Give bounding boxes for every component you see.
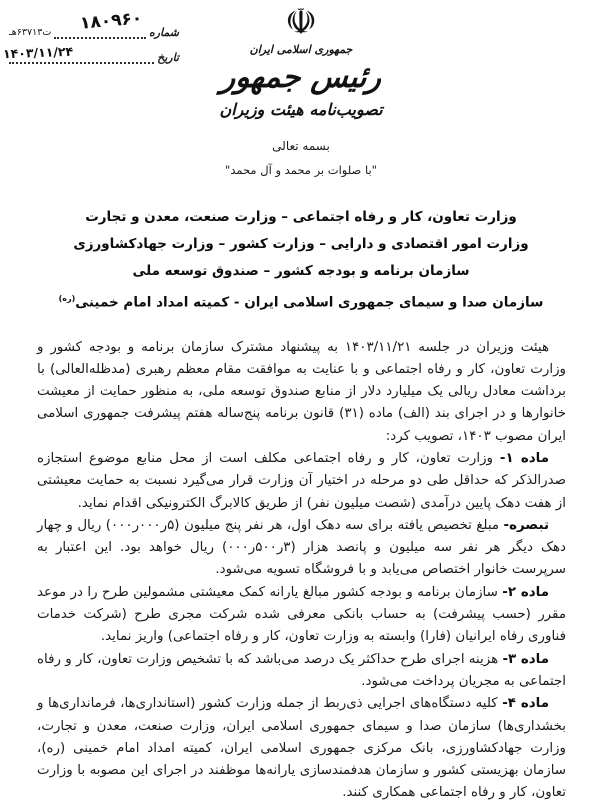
number-line	[9, 8, 179, 39]
besmele-text: بسمه تعالی	[272, 139, 330, 153]
salawat-text: "با صلوات بر محمد و آل محمد"	[225, 163, 377, 177]
article-paragraph	[37, 582, 566, 649]
article-label: ماده ۱-	[499, 450, 549, 466]
document-type-title: تصویب‌نامه هیئت وزیران	[219, 100, 383, 119]
addressee-line: سازمان برنامه و بودجه کشور – صندوق توسعه ملی	[132, 263, 470, 279]
article-paragraph	[37, 649, 566, 694]
article-paragraph	[37, 448, 566, 515]
addressee-line: وزارت تعاون، کار و رفاه اجتماعی – وزارت صنعت، معدن و تجارت	[85, 209, 517, 225]
handwritten-number: ۱۸۰۹۶۰	[78, 8, 143, 34]
addressee-line	[1, 285, 601, 317]
article-paragraph	[37, 693, 566, 804]
number-label: شماره	[148, 26, 179, 39]
article-text: سازمان برنامه و بودجه کشور مبالغ یارانه کمک معیشتی مشمولین طرح را در موعد مقرر (حسب پیشرفت) به حساب بانکی معرفی شده شرکت مجری طرح (شرکت خدمات فناوری رفاه ایرانیان (فارا) وابسته به وزارت تعاون، کار و رفاه اجتماعی) واریز نماید.	[37, 584, 566, 645]
article-text: هزینه اجرای طرح حداکثر یک درصد می‌باشد که با تشخیص وزارت تعاون، کار و رفاه اجتماعی به مجریان پرداخت می‌شود.	[37, 651, 566, 689]
article-label: تبصره-	[503, 517, 549, 533]
decree-body	[37, 337, 566, 805]
iran-emblem-icon: ☫	[284, 2, 318, 43]
addressee-list	[1, 204, 601, 317]
article-label: ماده ۴-	[502, 696, 549, 712]
article-paragraph	[37, 515, 566, 582]
decree-document	[1, 0, 601, 801]
article-text: وزارت تعاون، کار و رفاه اجتماعی مکلف است از محل منابع موضوع استجازه صدرالذکر که حداقل طی دو مرحله در اختیار آن وزارت قرار می‌گیرد نسبت به حمایت معیشتی از هفت دهک پایین درآمدی (شصت میلیون نفر) از طریق کالابرگ الکترونیکی اقدام نماید.	[37, 450, 566, 511]
honorific-superscript: (ره)	[58, 294, 76, 303]
office-title: رئیس جمهور	[219, 60, 383, 95]
article-text: مبلغ تخصیص یافته برای سه دهک اول، هر نفر پنج میلیون (۵ر۰۰۰ر۰۰۰) ریال و چهار دهک دیگر هر نفر سه میلیون و پانصد هزار (۳ر۵۰۰ر۰۰۰) ریال خواهد بود. این اعتبار به سرپرست خانوار اختصاص می‌یابد و با فروشگاه تسویه می‌شود.	[37, 517, 566, 578]
addressee-line: وزارت امور اقتصادی و دارایی – وزارت کشور – وزارت جهادکشاورزی	[73, 236, 529, 252]
number-dotted-line	[54, 8, 146, 39]
article-label: ماده ۲-	[502, 584, 549, 600]
addressee-line-text: سازمان صدا و سیمای جمهوری اسلامی ایران - کمیته امداد امام خمینی	[75, 294, 544, 311]
date-label: تاریخ	[157, 51, 179, 64]
invocation	[1, 139, 601, 178]
number-suffix: ت۶۳۷۱۳هـ	[9, 27, 52, 38]
intro-text: هیئت وزیران در جلسه ۱۴۰۳/۱۱/۲۱ به پیشنهاد مشترک سازمان برنامه و بودجه کشور و وزارت تعاون، کار و رفاه اجتماعی و با عنایت به موافقت مقام معظم رهبری (مدظله‌العالی) با برداشت معادل ریالی یک میلیارد دلار از منابع صندوق توسعه ملی، به منظور حمایت از معیشت خانوارها و در اجرای بند (الف) ماده (۳۱) قانون برنامه پنج‌ساله هفتم پیشرفت جمهوری اسلامی ایران مصوب ۱۴۰۳، تصویب کرد:	[37, 339, 566, 444]
country-name: جمهوری اسلامی ایران	[249, 43, 353, 56]
handwritten-date: ۱۴۰۳/۱۱/۲۴	[2, 43, 74, 62]
article-text: کلیه دستگاه‌های اجرایی ذی‌ربط از جمله وزارت کشور (استانداری‌ها، فرمانداری‌ها و بخشداری‌ها) سازمان صدا و سیمای جمهوری اسلامی ایران، وزارت صنعت، معدن و تجارت، وزارت جهادکشاورزی، بانک مرکزی جمهوری اسلامی ایران، کمیته امداد امام خمینی (ره)، سازمان بهزیستی کشور و سازمان هدفمندسازی یارانه‌ها موظفند در اجرای این مصوبه با وزارت تعاون، کار و رفاه اجتماعی همکاری کنند.	[37, 696, 566, 801]
article-label: ماده ۳-	[502, 651, 549, 667]
intro-paragraph	[37, 337, 566, 448]
